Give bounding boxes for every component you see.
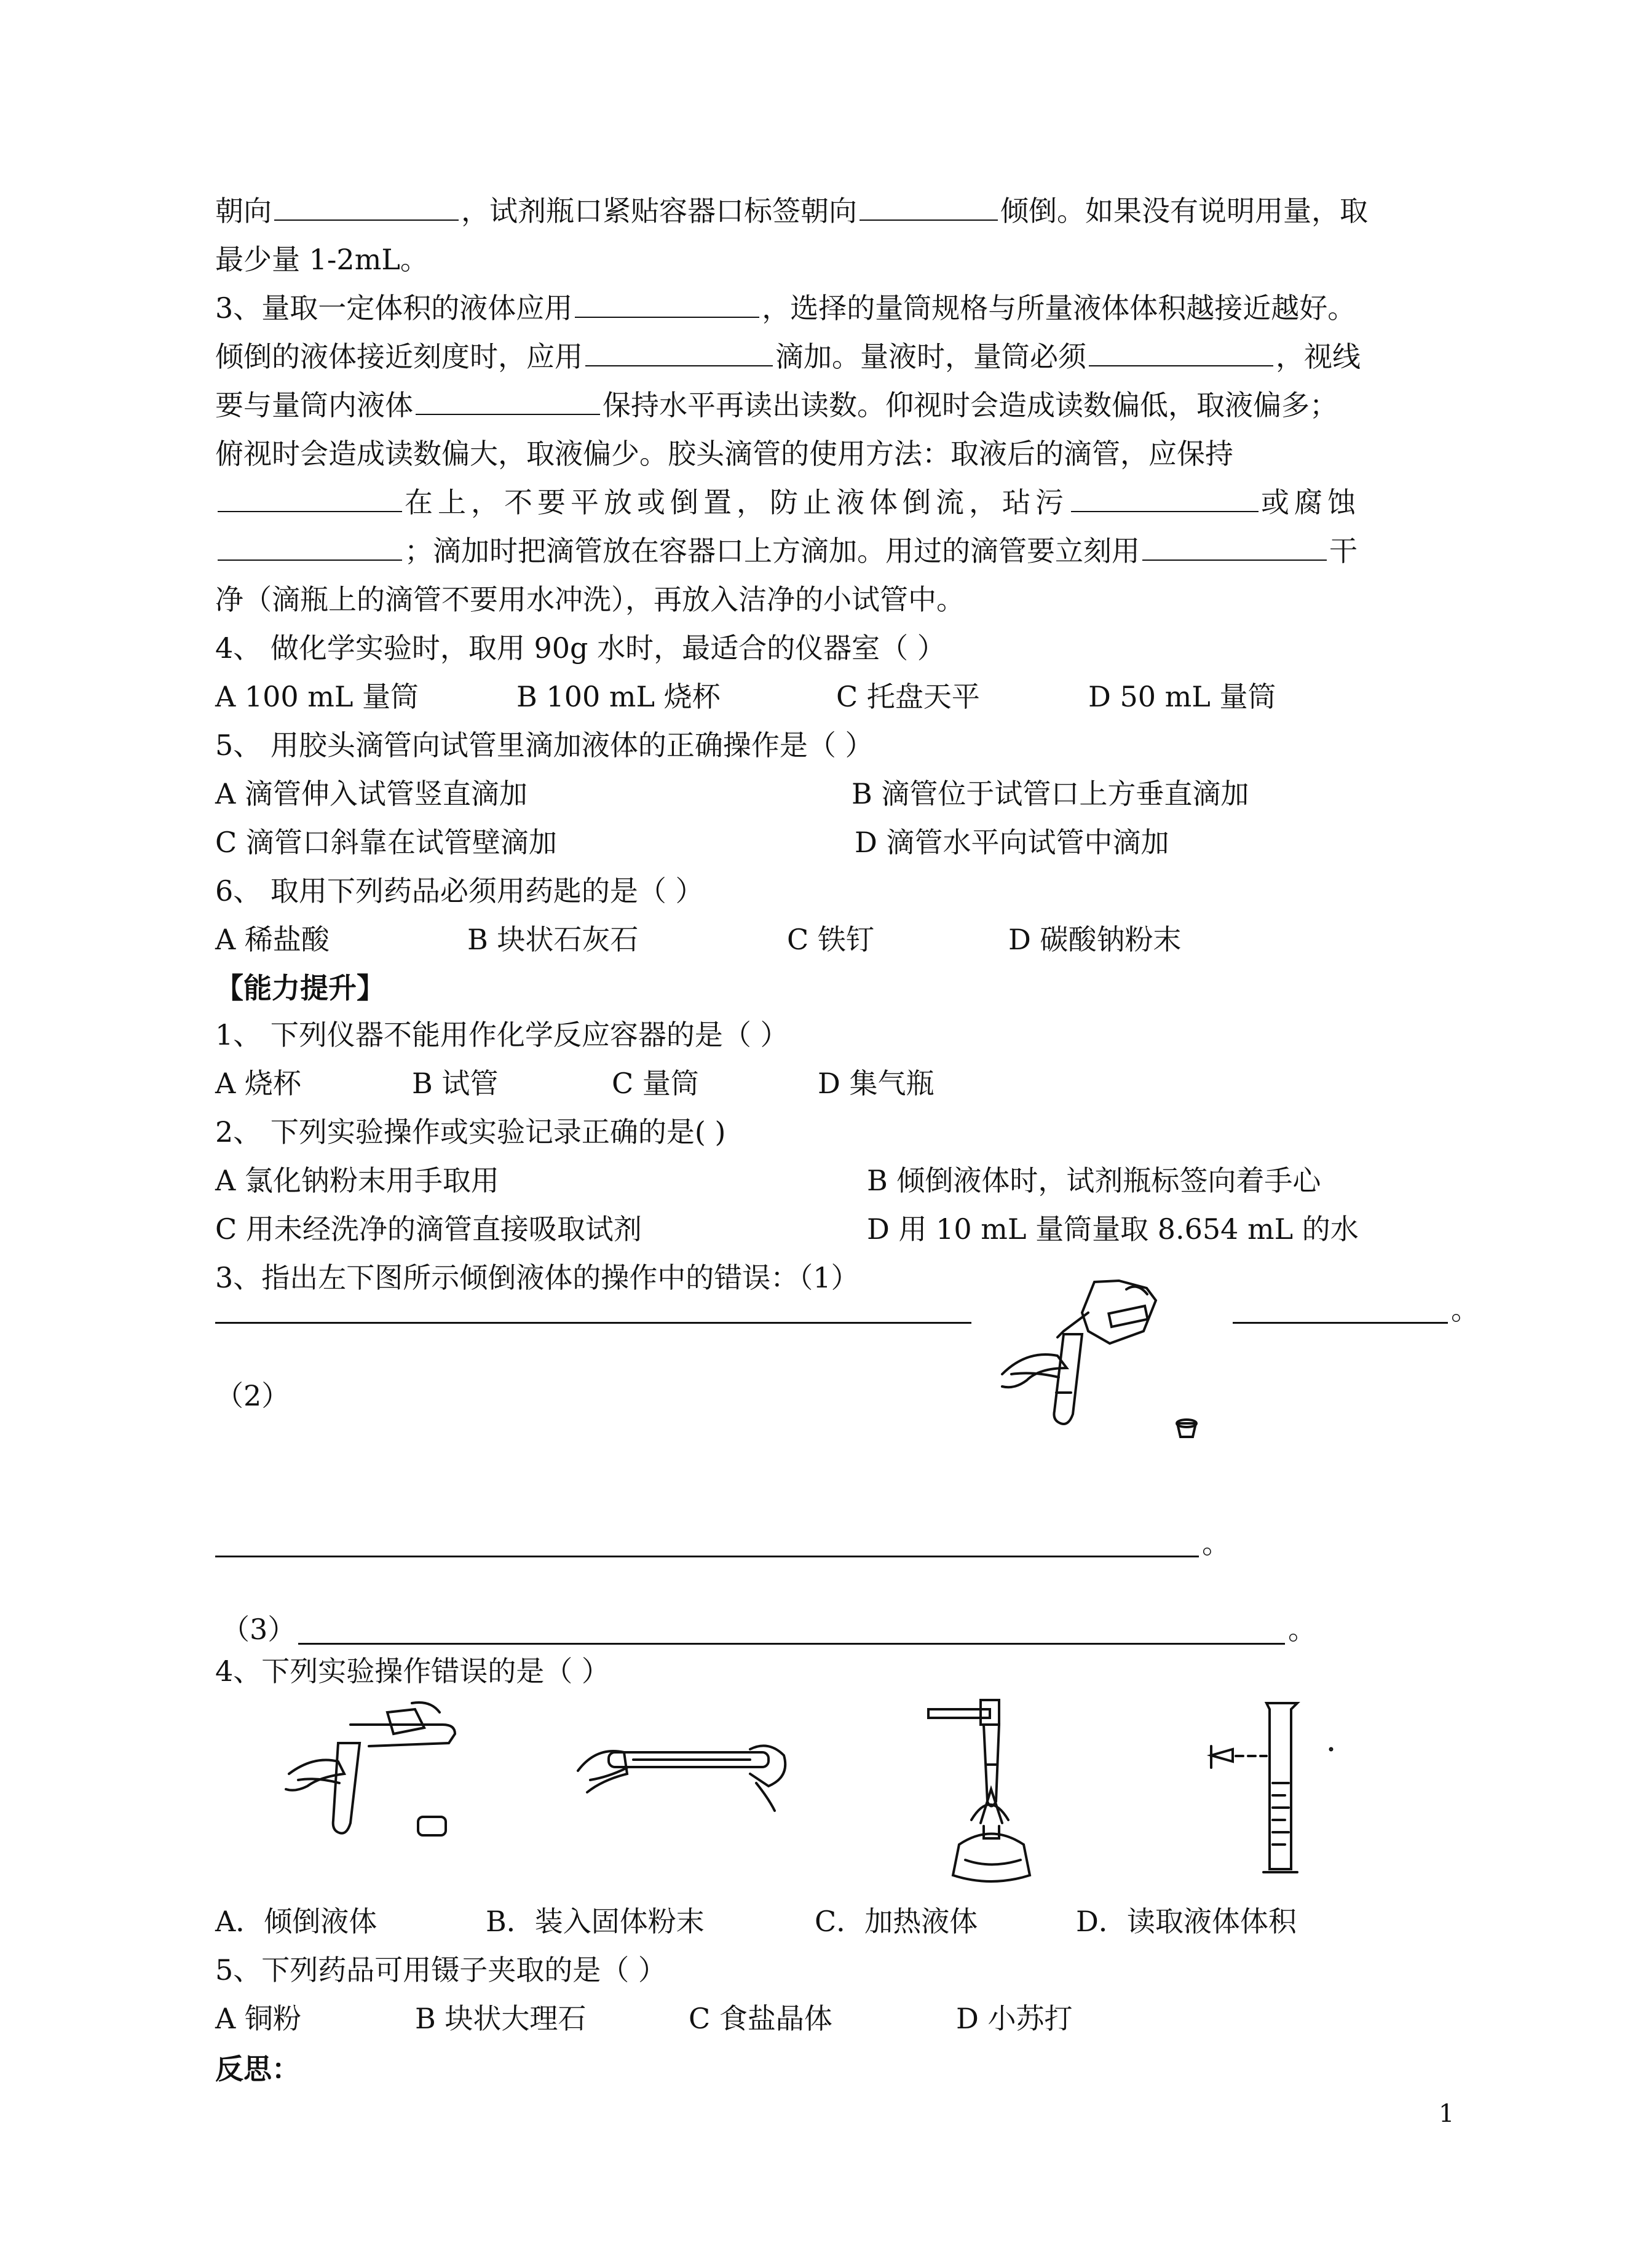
option[interactable]: D 碳酸钠粉末 (1008, 923, 1182, 956)
answer-line-3[interactable] (298, 1643, 1285, 1645)
option[interactable]: C 量筒 (612, 1067, 699, 1100)
blank[interactable] (575, 290, 759, 318)
option[interactable]: D 集气瓶 (818, 1067, 935, 1100)
option[interactable]: B 块状石灰石 (467, 923, 639, 956)
ability-question-4: 4、下列实验操作错误的是（ ） (215, 1655, 610, 1688)
period: 。 (1202, 1527, 1230, 1560)
text-line-7: 在上，不要平放或倒置，防止液体倒流，玷污 或腐蚀 (215, 484, 1463, 521)
blank[interactable] (1142, 532, 1327, 561)
option[interactable]: D 滴管水平向试管中滴加 (855, 826, 1169, 859)
option[interactable]: C．加热液体 (815, 1905, 978, 1938)
ability-question-5: 5、下列药品可用镊子夹取的是（ ） (215, 1953, 666, 1987)
option[interactable]: D 用 10 mL 量筒量取 8.654 mL 的水 (867, 1212, 1359, 1246)
option[interactable]: C 铁钉 (787, 923, 874, 956)
option[interactable]: D 50 mL 量筒 (1088, 680, 1276, 713)
option[interactable]: C 托盘天平 (836, 680, 980, 713)
period: 。 (1288, 1613, 1316, 1646)
ability-question-1: 1、 下列仪器不能用作化学反应容器的是（ ） (215, 1018, 789, 1051)
blank[interactable] (274, 192, 459, 221)
ability-question-2: 2、 下列实验操作或实验记录正确的是( ) (215, 1115, 726, 1149)
ability-question-3: 3、指出左下图所示倾倒液体的操作中的错误：（1） (215, 1261, 860, 1294)
reflection-heading: 反思： (215, 2052, 300, 2086)
option[interactable]: A 100 mL 量筒 (215, 680, 419, 713)
option[interactable]: D．读取液体体积 (1076, 1905, 1297, 1938)
period: 。 (1451, 1293, 1479, 1326)
pouring-liquid-illustration (990, 1276, 1223, 1460)
text-line-3: 3、量取一定体积的液体应用 ，选择的量筒规格与所量液体体积越接近越好。 (215, 290, 1463, 326)
answer-line-1b[interactable] (1233, 1322, 1448, 1324)
question-6: 6、 取用下列药品必须用药匙的是（ ） (215, 874, 704, 908)
pouring-liquid-figure (283, 1700, 486, 1854)
option[interactable]: A 稀盐酸 (215, 923, 330, 956)
question-4: 4、 做化学实验时，取用 90g 水时，最适合的仪器室（ ） (215, 631, 946, 665)
text-line-5: 要与量筒内液体 保持水平再读出读数。仰视时会造成读数偏低，取液偏多； (215, 387, 1463, 424)
option[interactable]: C 滴管口斜靠在试管壁滴加 (215, 826, 557, 859)
option[interactable]: B 100 mL 烧杯 (516, 680, 721, 713)
text-line-2: 最少量 1-2mL。 (215, 243, 429, 276)
option[interactable]: A．倾倒液体 (215, 1905, 377, 1938)
answer-label-3: （3） (221, 1613, 296, 1646)
option[interactable]: D 小苏打 (956, 2002, 1073, 2035)
text-line-8: ；滴加时把滴管放在容器口上方滴加。用过的滴管要立刻用 干 (215, 532, 1463, 569)
option[interactable]: A 滴管伸入试管竖直滴加 (215, 777, 528, 810)
option[interactable]: C 食盐晶体 (689, 2002, 832, 2035)
blank[interactable] (416, 387, 600, 415)
heating-liquid-figure (922, 1697, 1064, 1894)
option[interactable]: B 试管 (412, 1067, 499, 1100)
blank[interactable] (218, 532, 402, 561)
text-line-4: 倾倒的液体接近刻度时，应用 滴加。量液时，量筒必须 ，视线 (215, 338, 1463, 375)
blank[interactable] (860, 192, 998, 221)
answer-line-1[interactable] (215, 1322, 971, 1324)
text-line-9: 净（滴瓶上的滴管不要用水冲洗），再放入洁净的小试管中。 (215, 583, 965, 616)
text-line-1: 朝向 ，试剂瓶口紧贴容器口标签朝向 倾倒。如果没有说明用量，取 (215, 192, 1463, 229)
text-line-6: 俯视时会造成读数偏大，取液偏少。胶头滴管的使用方法：取液后的滴管，应保持 (215, 437, 1233, 470)
blank[interactable] (585, 338, 773, 366)
option[interactable]: B 滴管位于试管口上方垂直滴加 (852, 777, 1249, 810)
adding-solid-powder-figure (566, 1718, 799, 1823)
question-5: 5、 用胶头滴管向试管里滴加液体的正确操作是（ ） (215, 729, 874, 762)
blank[interactable] (218, 484, 402, 512)
answer-label-2: （2） (215, 1379, 290, 1412)
option[interactable]: A 氯化钠粉末用手取用 (215, 1164, 499, 1197)
option[interactable]: B 倾倒液体时，试剂瓶标签向着手心 (867, 1164, 1321, 1197)
answer-line-2[interactable] (215, 1556, 1199, 1557)
section-heading: 【能力提升】 (215, 971, 385, 1005)
blank[interactable] (1089, 338, 1273, 366)
option[interactable]: B 块状大理石 (415, 2002, 587, 2035)
page-number: 1 (1439, 2100, 1455, 2128)
option[interactable]: A 铜粉 (215, 2002, 301, 2035)
reading-liquid-volume-figure (1187, 1697, 1340, 1894)
option[interactable]: C 用未经洗净的滴管直接吸取试剂 (215, 1212, 642, 1246)
option[interactable]: B．装入固体粉末 (486, 1905, 705, 1938)
blank[interactable] (1071, 484, 1259, 512)
option[interactable]: A 烧杯 (215, 1067, 301, 1100)
